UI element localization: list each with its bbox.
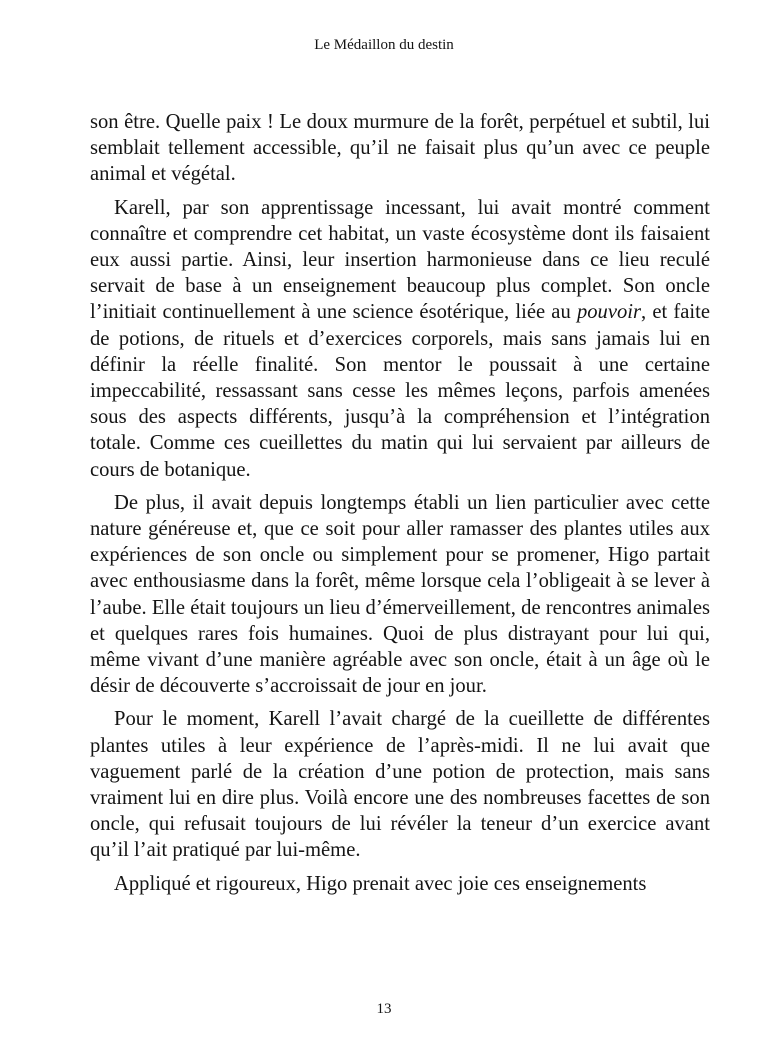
- emphasis-pouvoir: pouvoir: [576, 301, 642, 324]
- page-number: 13: [376, 1001, 392, 1017]
- paragraph-2-part-2: , et faite de potions, de rituels et d’exercices corporels, mais sans jamais lui en définir la réelle finalité. Son mentor le poussait à une certaine impeccabilité, ressassant sans cesse les mêmes leçons, parfois amenées sous des aspects différents, jusqu’à la compréhension et l’intégration totale. Comme ces cueillettes du matin qui lui servaient par ailleurs de cours de botanique.: [90, 301, 711, 481]
- paragraph-2: [90, 195, 710, 483]
- paragraph-4: Pour le moment, Karell l’avait chargé de la cueillette de différentes plantes utiles à leur expérience de l’après-midi. Il ne lui avait que vaguement parlé de la création d’une potion de protection, mais sans vraiment lui en dire plus. Voilà encore une des nombreuses facettes de son oncle, qui refusait toujours de lui révéler la teneur d’un exercice avant qu’il l’ait pratiqué par lui-même.: [90, 708, 710, 862]
- paragraph-1: son être. Quelle paix ! Le doux murmure de la forêt, perpétuel et subtil, lui semblait tellement accessible, qu’il ne faisait plus qu’un avec ce peuple animal et végétal.: [90, 111, 710, 186]
- paragraph-3: De plus, il avait depuis longtemps établi un lien particulier avec cette nature généreuse et, que ce soit pour aller ramasser des plantes utiles aux expériences de son oncle ou simplement pour se promener, Higo partait avec enthousiasme dans la forêt, même lorsque cela l’obligeait à se lever à l’aube. Elle était toujours un lieu d’émerveillement, de rencontres animales et quelques rares fois humaines. Quoi de plus distrayant pour lui qui, même vivant d’une manière agréable avec son oncle, était à un âge où le désir de découverte s’accroissait de jour en jour.: [90, 491, 710, 698]
- body-text: [90, 109, 710, 897]
- paragraph-2-part-1: Karell, par son apprentissage incessant, lui avait montré comment connaître et comprendre cet habitat, un vaste écosystème dont ils faisaient eux aussi partie. Ainsi, leur insertion harmonieuse dans ce lieu reculé servait de base à un enseignement beaucoup plus complet. Son oncle l’initiait continuellement à une science ésotérique, liée au: [90, 196, 710, 324]
- paragraph-5: Appliqué et rigoureux, Higo prenait avec joie ces enseignements: [114, 872, 647, 895]
- running-head: Le Médaillon du destin: [314, 37, 454, 53]
